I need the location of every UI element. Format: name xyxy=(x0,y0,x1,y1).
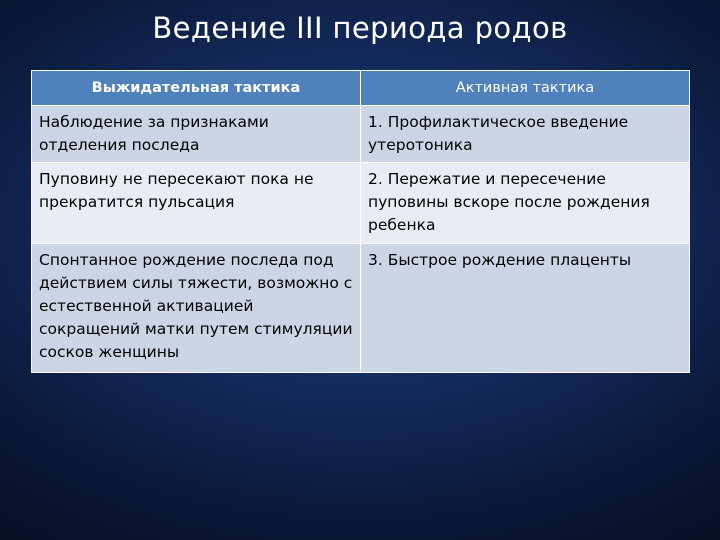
header-active-tactics: Активная тактика xyxy=(361,71,690,106)
header-expectant-tactics: Выжидательная тактика xyxy=(32,71,361,106)
active-cell: 2. Пережатие и пересечение пуповины вскоре после рождения ребенка xyxy=(361,163,690,244)
expectant-cell: Спонтанное рождение последа под действием силы тяжести, возможно с естественной активацией сокращений матки путем стимуляции сосков женщины xyxy=(32,244,361,373)
expectant-cell: Наблюдение за признаками отделения последа xyxy=(32,106,361,163)
active-cell: 3. Быстрое рождение плаценты xyxy=(361,244,690,373)
active-cell: 1. Профилактическое введение утеротоника xyxy=(361,106,690,163)
slide-title: Ведение III периода родов xyxy=(152,11,568,45)
table-header-row xyxy=(32,71,690,106)
expectant-cell: Пуповину не пересекают пока не прекратится пульсация xyxy=(32,163,361,244)
table-row xyxy=(32,244,690,373)
table-row xyxy=(32,163,690,244)
table-row xyxy=(32,106,690,163)
tactics-table xyxy=(31,70,690,373)
